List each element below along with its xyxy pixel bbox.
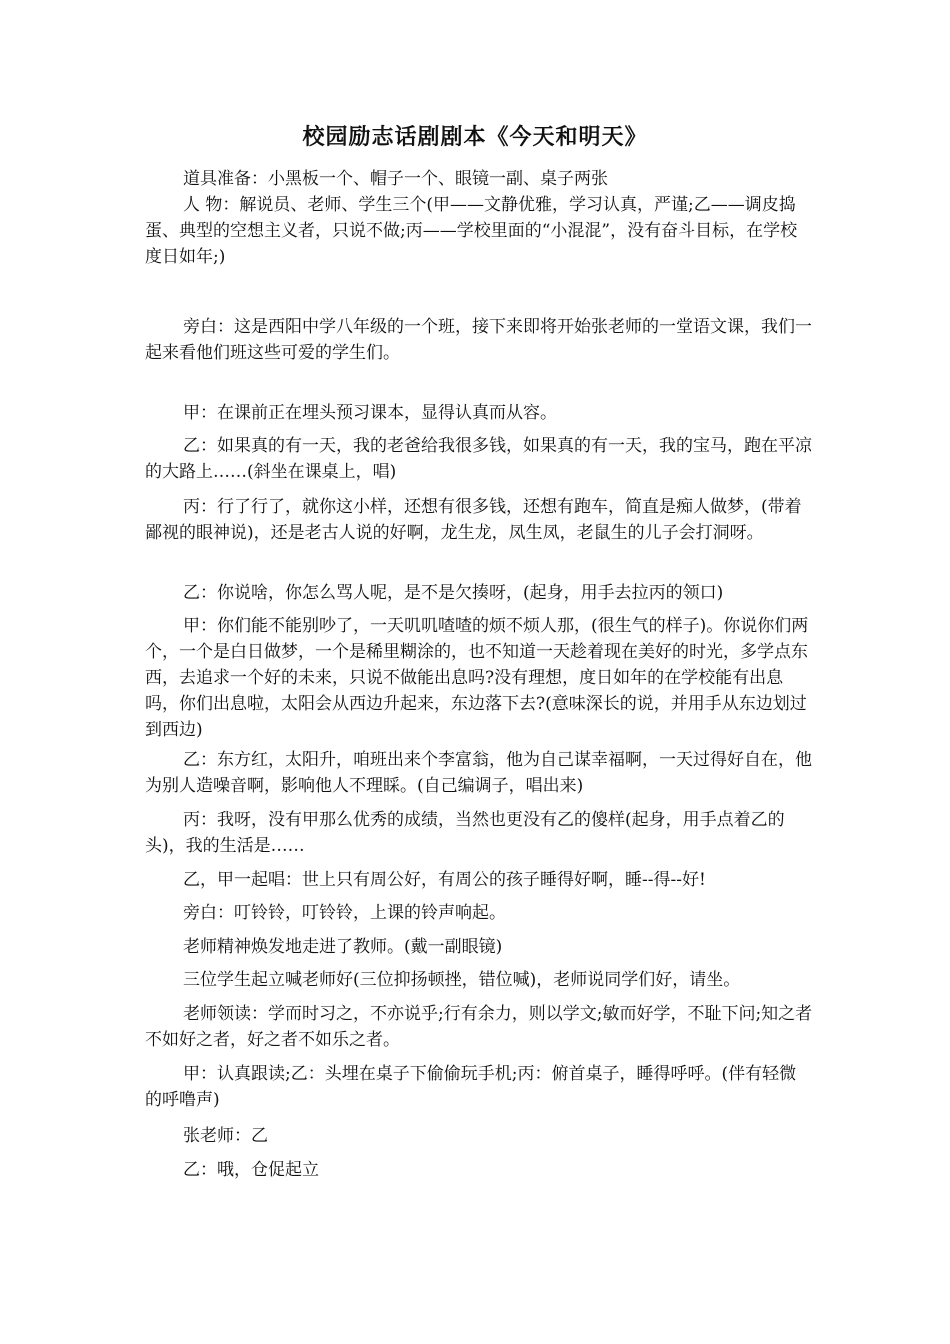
paragraph-yi-1: 乙：如果真的有一天，我的老爸给我很多钱，如果真的有一天，我的宝马，跑在平凉的大路上……(斜坐在课桌上，唱)	[145, 436, 812, 482]
paragraph-teacher-reads: 老师领读：学而时习之，不亦说乎;行有余力，则以学文;敏而好学，不耻下问;知之者不如好之者，好之者不如乐之者。	[145, 1004, 813, 1050]
document-title: 校园励志话剧剧本《今天和明天》	[302, 124, 648, 150]
paragraph-bing-1: 丙：行了行了，就你这小样，还想有很多钱，还想有跑车，简直是痴人做梦，(带着鄙视的眼神说)，还是老古人说的好啊，龙生龙，凤生凤，老鼠生的儿子会打洞呀。	[145, 497, 802, 543]
paragraph-yi-stands: 乙：哦，仓促起立	[183, 1160, 319, 1180]
paragraph-bell: 旁白：叮铃铃，叮铃铃，上课的铃声响起。	[183, 903, 506, 923]
paragraph-jia-1: 甲：在课前正在埋头预习课本，显得认真而从容。	[183, 403, 557, 423]
paragraph-song: 乙，甲一起唱：世上只有周公好，有周公的孩子睡得好啊，睡--得--好!	[183, 870, 706, 890]
paragraph-yi-3: 乙：东方红，太阳升，咱班出来个李富翁，他为自己谋幸福啊，一天过得好自在，他为别人造噪音啊，影响他人不理睬。(自己编调子，唱出来)	[145, 750, 812, 796]
paragraph-teacher-calls: 张老师：乙	[183, 1126, 268, 1146]
paragraph-yi-2: 乙：你说啥，你怎么骂人呢，是不是欠揍呀，(起身，用手去拉丙的领口)	[183, 583, 724, 603]
paragraph-jia-2: 甲：你们能不能别吵了，一天叽叽喳喳的烦不烦人那，(很生气的样子)。你说你们两个，一个是白日做梦，一个是稀里糊涂的，也不知道一天趁着现在美好的时光，多学点东西，去追求一个好的未来，只说不做能出息吗?没有理想，度日如年的在学校能有出息吗，你们出息啦，太阳会从西边升起来，东边落下去?(意味深长的说，并用手从东边划过到西边)	[145, 616, 809, 740]
narration-intro: 旁白：这是西阳中学八年级的一个班，接下来即将开始张老师的一堂语文课，我们一起来看他们班这些可爱的学生们。	[145, 317, 812, 363]
paragraph-greeting: 三位学生起立喊老师好(三位抑扬顿挫，错位喊)，老师说同学们好，请坐。	[183, 970, 741, 990]
paragraph-students-react: 甲：认真跟读;乙：头埋在桌子下偷偷玩手机;丙：俯首桌子，睡得呼呼。(伴有轻微的呼噜声)	[145, 1064, 797, 1110]
paragraph-bing-2: 丙：我呀，没有甲那么优秀的成绩，当然也更没有乙的傻样(起身，用手点着乙的头)，我的生活是……	[145, 810, 785, 856]
paragraph-teacher-enters: 老师精神焕发地走进了教师。(戴一副眼镜)	[183, 937, 503, 957]
characters-paragraph: 人 物：解说员、老师、学生三个(甲——文静优雅，学习认真，严谨;乙——调皮捣蛋、典型的空想主义者，只说不做;丙——学校里面的“小混混”，没有奋斗目标，在学校度日如年;)	[145, 195, 798, 267]
props-line: 道具准备：小黑板一个、帽子一个、眼镜一副、桌子两张	[183, 169, 608, 189]
